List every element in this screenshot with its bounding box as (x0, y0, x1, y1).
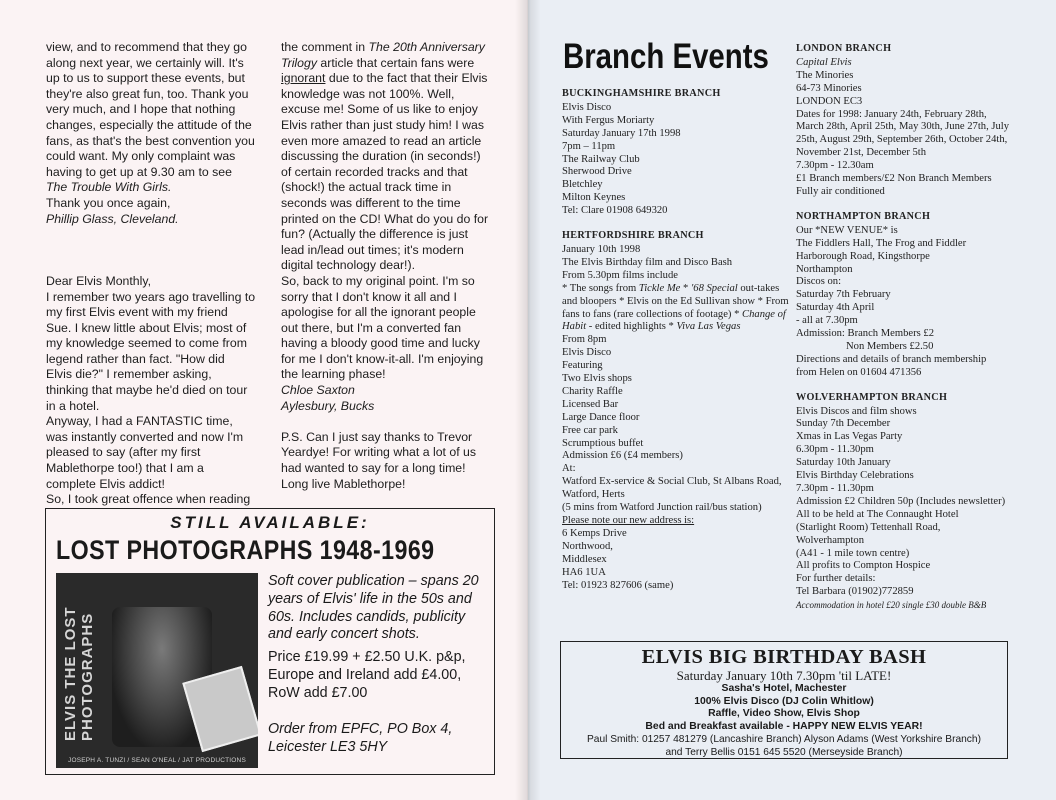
letter2-line: my first Elvis event with my friend (46, 305, 228, 320)
page-gutter (515, 0, 541, 800)
letter1-line: could want. My only complaint was (46, 149, 236, 164)
bash-contact: Paul Smith: 01257 481279 (Lancashire Branch) Alyson Adams (West Yorkshire Branch) (587, 734, 981, 746)
bash-title: ELVIS BIG BIRTHDAY BASH (641, 646, 927, 668)
event-line: from Helen on 01604 471356 (796, 366, 922, 378)
bash-extras: Raffle, Video Show, Elvis Shop (708, 708, 860, 720)
underlined-word: ignorant (281, 71, 326, 86)
event-line: The Elvis Birthday film and Disco Bash (562, 256, 733, 268)
bash-venue: Sasha's Hotel, Machester (721, 683, 847, 694)
text-run: due to the fact that their Elvis knowledge was not 100%. Well, excuse me! Some of us like to enjoy Elvis rather than just study him! I was even more amazed to read an article discussing the duration (in seconds!) of certain recorded tracks and that (shock!) the actual track time in seconds was different to the time printed on the CD! What do you do for fun? (Actually the difference is just lead in/lead out times; it's modern digital technology dear!). (281, 71, 489, 273)
letter1-line: fans, as that's the best convention you (46, 133, 255, 148)
branch-column-1 (562, 88, 790, 604)
birthday-bash-box (560, 641, 1008, 759)
event-line: (Starlight Room) Tettenhall Road, (796, 521, 941, 533)
text-run: article that certain fans were (320, 55, 475, 70)
text-run: out-takes and bloopers * Elvis on the Ed Sullivan show * From fans to fans (rare collections of footage) * (562, 282, 789, 320)
text-run: the comment in (281, 40, 366, 54)
event-line: 6.30pm - 11.30pm (796, 444, 874, 456)
event-line: January 10th 1998 (562, 243, 641, 255)
event-line: Xmas in Las Vegas Party (796, 431, 903, 443)
event-line: Wolverhampton (796, 534, 864, 546)
event-line: All profits to Compton Hospice (796, 560, 931, 572)
letters-column-2 (281, 40, 493, 492)
letter1-line: up to us to support these events, but (46, 71, 245, 86)
event-line: Fully air conditioned (796, 185, 885, 197)
branch-name: WOLVERHAMPTON BRANCH (796, 391, 948, 403)
letter1-signature: Phillip Glass, Cleveland. (46, 211, 179, 226)
event-line: HA6 1UA (562, 566, 606, 578)
letter2-continued (281, 40, 493, 274)
event-dates: Dates for 1998: January 24th, February 28th, March 28th, April 25th, May 30th, June 27th, July 25th, August 29th, September 26th, October 24th, November 21st, December 5th (796, 108, 1010, 159)
event-line: Licensed Bar (562, 398, 619, 410)
event-line: Admission £2 Children 50p (Includes newsletter) (796, 495, 1006, 507)
event-line: Two Elvis shops (562, 373, 632, 385)
branch-name: HERTFORDSHIRE BRANCH (562, 230, 704, 242)
text-run: * The songs from (562, 282, 637, 294)
letter2-line: was instantly converted and now I'm (46, 429, 244, 444)
letter2-line: in a hotel. (46, 398, 100, 413)
event-line: LONDON EC3 (796, 95, 863, 107)
event-line: Sherwood Drive (562, 166, 632, 178)
event-line: At: (562, 463, 576, 475)
event-line: Bletchley (562, 179, 603, 191)
event-line: Harborough Road, Kingsthorpe (796, 250, 930, 262)
article-title: The 20th Anniversary Trilogy (281, 40, 485, 70)
letter2-signature-name: Chloe Saxton (281, 383, 355, 398)
bash-disco: 100% Elvis Disco (DJ Colin Whitlow) (694, 695, 874, 707)
letter2-line: Elvis die?" I remember asking, (46, 367, 212, 382)
letter1-line: view, and to recommend that they go (46, 40, 247, 54)
event-line: (5 mins from Watford Junction rail/bus station) (562, 502, 762, 514)
branch-name: BUCKINGHAMSHIRE BRANCH (562, 88, 721, 99)
event-line: Discos on: (796, 276, 842, 288)
letter2-paragraph: So, back to my original point. I'm so sorry that I don't know it all and I apologise for all the ignorant people out there, but I'm a converted fan having a bloody good time and lucky for me I don't know-it-all. I'm enjoying the learning phase! (281, 273, 484, 382)
event-line: For further details: (796, 573, 876, 585)
event-line: With Fergus Moriarty (562, 114, 655, 126)
page-title: Branch Events (563, 37, 769, 76)
letter2-line: Dear Elvis Monthly, (46, 273, 152, 288)
event-line: Saturday 7th February (796, 289, 891, 301)
event-line: All to be held at The Connaught Hotel (796, 508, 959, 520)
advert-title: LOST PHOTOGRAPHS 1948-1969 (56, 535, 435, 565)
event-line: Elvis Birthday Celebrations (796, 470, 914, 482)
event-line: Elvis Disco (562, 347, 612, 359)
event-line: Free car park (562, 424, 618, 436)
event-line: Saturday January 17th 1998 (562, 127, 681, 139)
event-line: Admission: Branch Members £2 (796, 328, 934, 340)
bash-date: Saturday January 10th 7.30pm 'til LATE! (676, 668, 892, 683)
branch-column-2 (796, 43, 1014, 624)
event-line: Our *NEW VENUE* is (796, 224, 898, 236)
event-line: Tel: Clare 01908 649320 (562, 205, 668, 217)
event-line: The Railway Club (562, 153, 640, 165)
letter2-line: Anyway, I had a FANTASTIC time, (46, 414, 233, 429)
letter1-line: along next year, we certainly will. It's (46, 55, 244, 70)
event-line: Featuring (562, 360, 603, 372)
event-line: 6 Kemps Drive (562, 527, 627, 539)
london-branch (796, 43, 1014, 199)
film-title: '68 Special (691, 282, 738, 294)
letter2-line: complete Elvis addict! (46, 476, 165, 491)
event-line: From 5.30pm films include (562, 269, 678, 281)
letter1-film: The Trouble With Girls. (46, 180, 172, 195)
film-title: Viva Las Vegas (676, 321, 741, 333)
event-line: (A41 - 1 mile town centre) (796, 547, 910, 559)
event-line: Saturday 4th April (796, 302, 875, 314)
event-line: Milton Keynes (562, 192, 626, 204)
event-line: Scrumptious buffet (562, 437, 644, 449)
event-line: 7.30pm - 12.30am (796, 160, 874, 172)
bash-contact: and Terry Bellis 0151 645 5520 (Merseyside Branch) (665, 747, 903, 759)
event-line: Non Members £2.50 (846, 340, 934, 352)
letter2-line: Sue. I knew little about Elvis; most of (46, 320, 247, 335)
event-line: Admission £6 (£4 members) (562, 450, 683, 462)
advert-description: Soft cover publication – spans 20 years of Elvis' life in the 50s and 60s. Includes candids, publicity and early concert shots. (268, 573, 479, 643)
event-line: Directions and details of branch membership (796, 353, 987, 365)
letter2-line: thinking that maybe he'd died on tour (46, 383, 248, 398)
advert-kicker: STILL AVAILABLE: (170, 513, 370, 532)
letter2-line: my knowledge seemed to come from (46, 336, 247, 351)
film-list (562, 283, 790, 335)
event-line: Large Dance floor (562, 411, 640, 423)
letter1-thanks: Thank you once again, (46, 195, 171, 210)
text-run: - edited highlights * (588, 321, 674, 333)
event-line: Northampton (796, 263, 853, 275)
new-address-note: Please note our new address is: (562, 515, 695, 526)
bash-accommodation: Bed and Breakfast available - HAPPY NEW ELVIS YEAR! (645, 720, 923, 732)
film-title: Change of Habit (562, 308, 786, 333)
text-run: * (683, 282, 689, 294)
venue-name: Capital Elvis (796, 56, 852, 68)
letter2-line: legend rather than fact. "How did (46, 351, 225, 366)
advert-price: Price £19.99 + £2.50 U.K. p&p, Europe and Ireland add £4.00, RoW add £7.00 (268, 649, 466, 701)
event-line: Watford Ex-service & Social Club, St Albans Road, Watford, Herts (562, 476, 782, 501)
book-cover-credit: JOSEPH A. TUNZI / SEAN O'NEAL / JAT PRODUCTIONS (68, 757, 246, 764)
event-line: Tel Barbara (01902)772859 (796, 586, 914, 598)
book-cover-title: ELVIS THE LOST PHOTOGRAPHS (62, 606, 96, 741)
film-title: Tickle Me (638, 282, 681, 294)
event-line: The Minories (796, 69, 854, 81)
event-line: Saturday 10th January (796, 457, 891, 469)
event-line: Middlesex (562, 553, 607, 565)
letter1-line: very much, and I hope that nothing (46, 102, 236, 117)
event-line: 7.30pm - 11.30pm (796, 483, 874, 494)
event-line: Sunday 7th December (796, 418, 891, 430)
letter1-line: changes, especially the attitude of the (46, 117, 252, 132)
letter2-line: I remember two years ago travelling to (46, 289, 256, 304)
branch-name: NORTHAMPTON BRANCH (796, 210, 931, 222)
event-line: Tel: 01923 827606 (same) (562, 579, 674, 591)
letter2-line: Mablethorpe too!) that I am a (46, 461, 204, 476)
letter2-signature-place: Aylesbury, Bucks (281, 398, 375, 413)
event-line: From 8pm (562, 334, 607, 346)
book-advert (45, 508, 495, 775)
event-line: The Fiddlers Hall, The Frog and Fiddler (796, 237, 967, 249)
letter1-line: having to get up at 9.30 am to see (46, 164, 232, 179)
buckinghamshire-branch (562, 88, 790, 218)
letter2-line: pleased to say (after my first (46, 445, 201, 460)
northampton-branch (796, 211, 1014, 380)
advert-order-address: Order from EPFC, PO Box 4, Leicester LE3 5HY (268, 721, 453, 755)
letter2-line: So, I took great offence when reading (46, 492, 251, 507)
event-line: 64-73 Minories (796, 82, 862, 94)
event-line: Northwood, (562, 540, 613, 552)
event-line: £1 Branch members/£2 Non Branch Members (796, 173, 992, 185)
book-cover-image (56, 573, 258, 768)
event-line: - all at 7.30pm (796, 315, 858, 327)
wolverhampton-branch (796, 392, 1014, 612)
letter1-line: they're also great fun, too. Thank you (46, 86, 249, 101)
event-line: Elvis Discos and film shows (796, 405, 917, 417)
accommodation-note: Accommodation in hotel £20 single £30 double B&B (796, 600, 987, 611)
letters-column-1 (46, 40, 271, 508)
event-line: Elvis Disco (562, 101, 612, 113)
hertfordshire-branch (562, 230, 790, 592)
event-line: 7pm – 11pm (562, 140, 616, 152)
letter2-postscript: P.S. Can I just say thanks to Trevor Yeardye! For writing what a lot of us had wanted to say for a long time! Long live Mablethorpe! (281, 429, 477, 491)
branch-name: LONDON BRANCH (796, 43, 892, 54)
event-line: Charity Raffle (562, 385, 623, 397)
